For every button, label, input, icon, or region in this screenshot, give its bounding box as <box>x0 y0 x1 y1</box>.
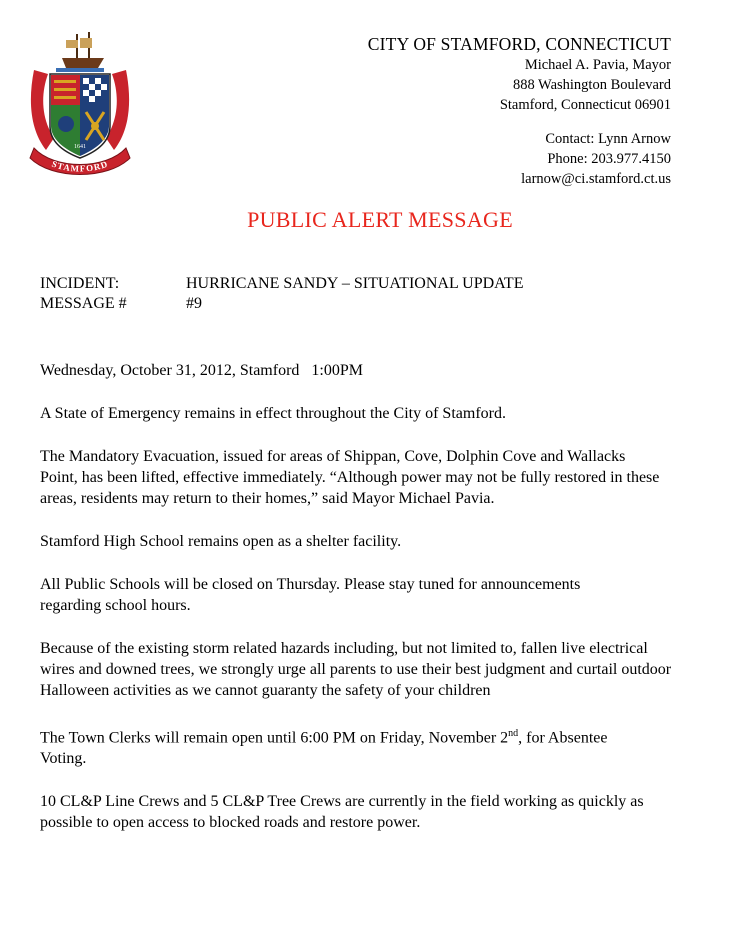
street-address: 888 Washington Boulevard <box>512 77 671 93</box>
seal-year: 1641 <box>74 144 86 150</box>
ordinal-suffix: nd <box>508 728 519 739</box>
paragraph-emergency: A State of Emergency remains in effect throughout the City of Stamford. <box>40 405 506 422</box>
absentee-voting-text: , for Absentee Voting. <box>40 729 608 768</box>
incident-block <box>40 274 523 314</box>
incident-value: HURRICANE SANDY – SITUATIONAL UPDATE <box>186 275 524 292</box>
paragraph-town-clerks <box>40 723 650 769</box>
contact-email: larnow@ci.stamford.ct.us <box>521 171 671 187</box>
city-name: CITY OF STAMFORD, CONNECTICUT <box>367 34 671 54</box>
incident-label: INCIDENT: <box>40 275 120 292</box>
city-state-zip: Stamford, Connecticut 06901 <box>499 97 671 113</box>
message-value: #9 <box>186 295 202 312</box>
mayor-name: Michael A. Pavia, Mayor <box>524 57 671 73</box>
paragraph-halloween: Because of the existing storm related hazards including, but not limited to, fallen live electrical wires and downed trees, we strongly urge all parents to use their best judgment and curtail outdoor Halloween activities as we cannot guaranty the safety of your children <box>40 640 672 699</box>
letterhead <box>368 34 671 115</box>
paragraph-evacuation: The Mandatory Evacuation, issued for areas of Shippan, Cove, Dolphin Cove and Wallacks Point, has been lifted, effective immediately. “Although power may not be fully restored in these areas, residents may return to their homes,” said Mayor Michael Pavia. <box>40 448 660 507</box>
message-body <box>40 360 680 833</box>
contact-block <box>521 129 671 189</box>
message-label: MESSAGE # <box>40 295 127 312</box>
paragraph-shelter: Stamford High School remains open as a shelter facility. <box>40 533 402 550</box>
ship-icon <box>56 32 104 72</box>
contact-phone: Phone: 203.977.4150 <box>547 151 671 167</box>
paragraph-schools: All Public Schools will be closed on Thursday. Please stay tuned for announcements regarding school hours. <box>40 576 581 614</box>
town-clerks-text: The Town Clerks will remain open until 6:00 PM on Friday, November 2 <box>40 729 509 747</box>
alert-title: PUBLIC ALERT MESSAGE <box>247 207 513 232</box>
date-time: Wednesday, October 31, 2012, Stamford 1:00PM <box>40 362 363 379</box>
seal-banner-text: STAMFORD <box>50 158 110 174</box>
city-seal-logo <box>26 30 134 178</box>
paragraph-crews: 10 CL&P Line Crews and 5 CL&P Tree Crews are currently in the field working as quickly as possible to open access to blocked roads and restore power. <box>40 793 644 832</box>
contact-name: Contact: Lynn Arnow <box>545 131 671 147</box>
